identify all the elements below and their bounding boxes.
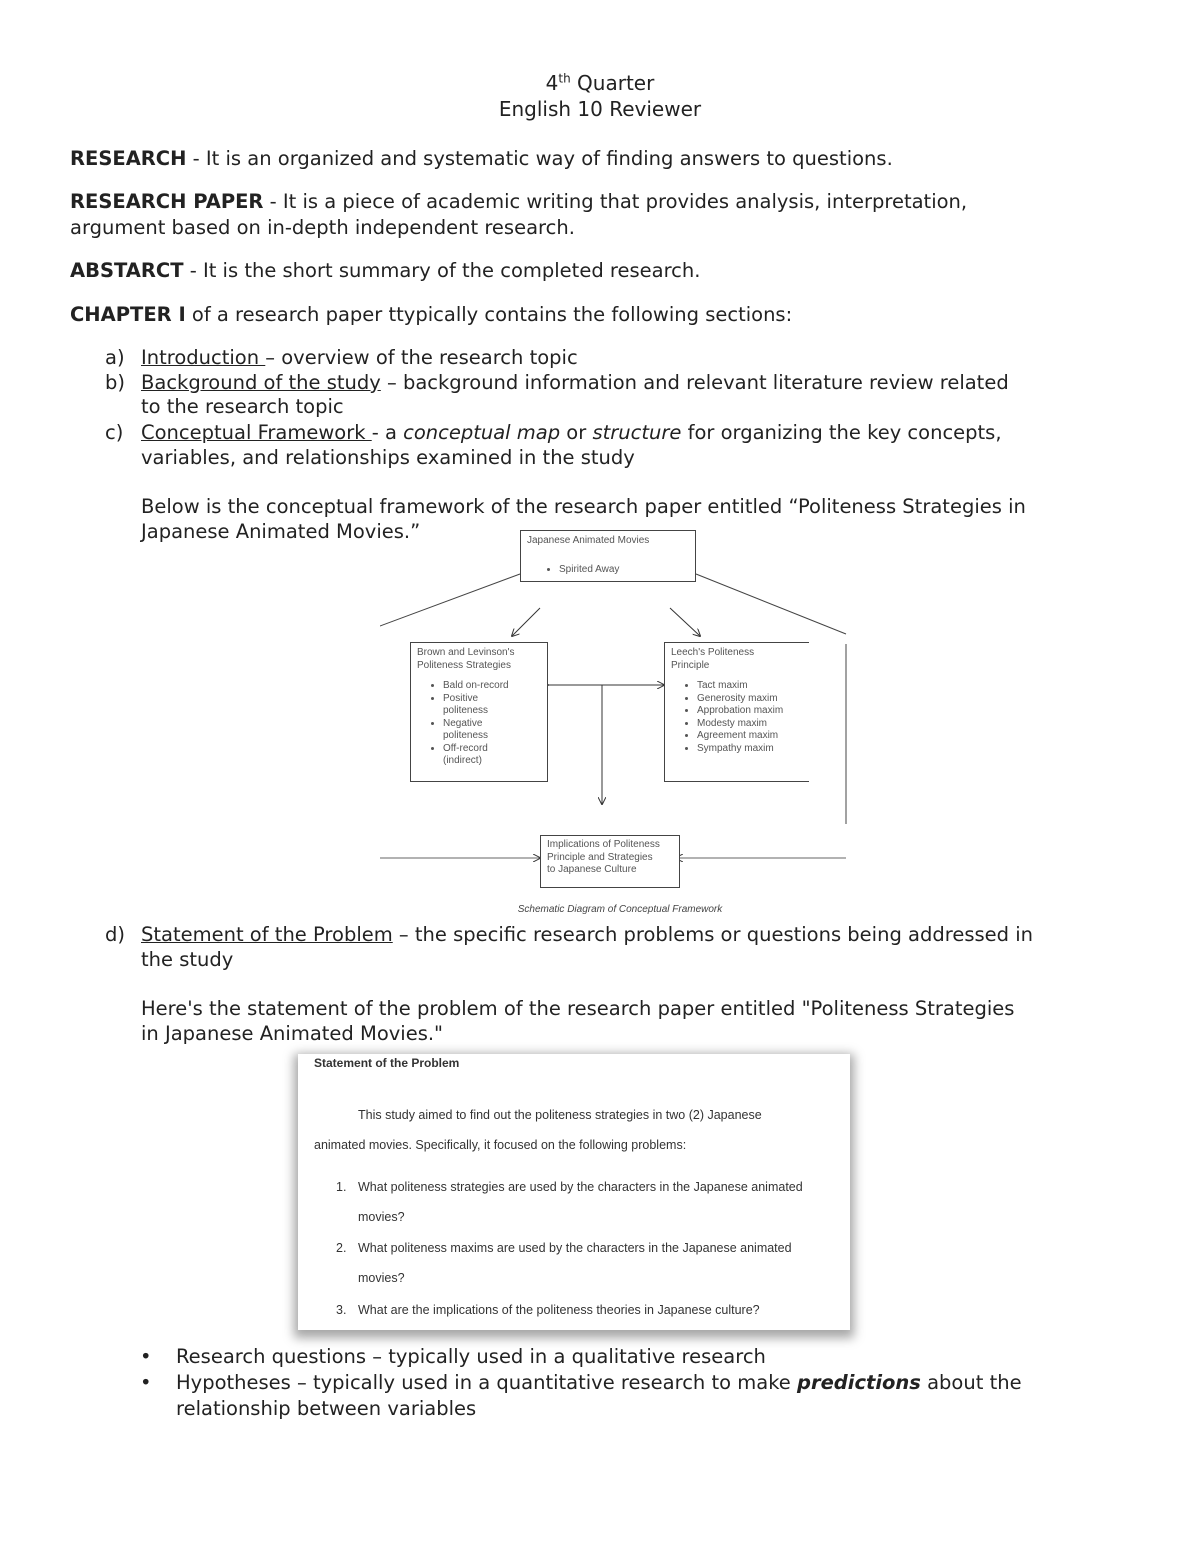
- item-desc: – the specific research problems or questions being addressed in: [392, 923, 1033, 946]
- abstract-term: ABSTARCT: [70, 259, 184, 282]
- question-text-b: movies?: [358, 1210, 405, 1224]
- item-label: b): [105, 371, 125, 394]
- item-desc-mid: or: [560, 421, 593, 444]
- bullet-text-em: predictions: [797, 1371, 921, 1394]
- sop-desc-2: the study: [141, 948, 234, 971]
- question-number: 2.: [336, 1241, 347, 1255]
- item-desc: – background information and relevant literature review related: [380, 371, 1009, 394]
- item-desc-em1: conceptual map: [403, 421, 561, 444]
- implications-line-2: Principle and Strategies: [547, 851, 653, 863]
- frame-line-left-top: [380, 574, 520, 626]
- item-desc-em2: structure: [592, 421, 682, 444]
- quarter-number: 4: [545, 71, 559, 95]
- chapter-term: CHAPTER I: [70, 303, 186, 326]
- leech-item: • Sympathy maxim: [697, 743, 809, 756]
- research-paper-term: RESEARCH PAPER: [70, 190, 264, 213]
- question-text-b: movies?: [358, 1271, 405, 1285]
- item-desc: – overview of the research topic: [265, 346, 578, 369]
- leech-title-2: Principle: [671, 659, 710, 671]
- brown-title-1: Brown and Levinson's: [417, 647, 515, 658]
- question-number: 3.: [336, 1303, 347, 1317]
- leech-item: • Agreement maxim: [697, 730, 809, 743]
- implications-line-3: to Japanese Culture: [547, 864, 637, 875]
- bullet-text: Research questions – typically used in a qualitative research: [176, 1345, 766, 1368]
- brown-item: • Negative politeness: [443, 718, 523, 743]
- conceptual-framework-diagram: [380, 528, 850, 920]
- item-title: Statement of the Problem: [141, 923, 393, 946]
- abstract-definition: [70, 258, 1130, 284]
- movies-title: Japanese Animated Movies: [527, 535, 650, 546]
- movies-item: • Spirited Away: [559, 564, 695, 577]
- sop-intro-1: Here's the statement of the problem of the research paper entitled "Politeness Strategies: [141, 997, 1015, 1020]
- research-paper-def-2: argument based on in-depth independent research.: [70, 216, 575, 239]
- question-text-a: What are the implications of the politeness theories in Japanese culture?: [358, 1303, 760, 1317]
- brown-item: • Bald on-record: [443, 680, 523, 693]
- abstract-def: - It is the short summary of the completed research.: [183, 259, 701, 282]
- research-term: RESEARCH: [70, 147, 187, 170]
- chapter-definition: [70, 302, 1130, 328]
- research-paper-def-1: - It is a piece of academic writing that provides analysis, interpretation,: [263, 190, 968, 213]
- question-number: 1.: [336, 1180, 347, 1194]
- implications-line-1: Implications of Politeness: [547, 839, 660, 850]
- item-label: d): [105, 923, 125, 946]
- question-text-a: What politeness maxims are used by the characters in the Japanese animated: [358, 1241, 792, 1255]
- quarter-word: Quarter: [570, 71, 655, 95]
- research-def: - It is an organized and systematic way of finding answers to questions.: [186, 147, 893, 170]
- item-label: c): [105, 421, 124, 444]
- chapter-def: of a research paper ttypically contains the following sections:: [185, 303, 793, 326]
- diagram-caption: Schematic Diagram of Conceptual Framework: [517, 904, 723, 915]
- research-paper-definition: [70, 189, 1130, 215]
- diagram-box-implications: [540, 835, 680, 888]
- arrow-top-to-left: [512, 608, 540, 636]
- statement-of-problem-figure: [298, 1054, 850, 1330]
- question-text-a: What politeness strategies are used by the characters in the Japanese animated: [358, 1180, 803, 1194]
- diagram-box-movies: [520, 530, 696, 582]
- bullet-dot: •: [140, 1345, 152, 1368]
- item-title: Background of the study: [141, 371, 381, 394]
- leech-item: • Approbation maxim: [697, 705, 809, 718]
- research-definition: [70, 146, 1130, 172]
- item-title: Conceptual Framework: [141, 421, 372, 444]
- sop-paragraph-1: This study aimed to find out the politeness strategies in two (2) Japanese: [358, 1108, 762, 1122]
- sop-heading: Statement of the Problem: [314, 1056, 460, 1070]
- sop-intro-2: in Japanese Animated Movies.": [141, 1022, 444, 1045]
- background-desc-2: to the research topic: [141, 395, 344, 418]
- bullet-dot: •: [140, 1371, 152, 1394]
- item-desc-pre: - a: [371, 421, 404, 444]
- conceptual-desc-2: variables, and relationships examined in the study: [141, 446, 635, 469]
- item-desc-post: for organizing the key concepts,: [681, 421, 1002, 444]
- bullet-text-post: about the: [920, 1371, 1022, 1394]
- diagram-box-leech: [664, 642, 809, 782]
- leech-item: • Generosity maxim: [697, 693, 809, 706]
- diagram-box-brown-levinson: [410, 642, 548, 782]
- leech-title-1: Leech's Politeness: [671, 647, 755, 658]
- page-subtitle: English 10 Reviewer: [498, 97, 702, 121]
- quarter-suffix: th: [558, 71, 571, 86]
- bullet-text-line2: relationship between variables: [176, 1397, 477, 1420]
- leech-item: • Tact maxim: [697, 680, 809, 693]
- bullet-text-pre: Hypotheses – typically used in a quantitative research to make: [176, 1371, 797, 1394]
- sop-paragraph-2: animated movies. Specifically, it focused on the following problems:: [314, 1138, 687, 1152]
- conceptual-intro-1: Below is the conceptual framework of the research paper entitled “Politeness Strategies in: [141, 495, 1026, 518]
- item-label: a): [105, 346, 125, 369]
- brown-title-2: Politeness Strategies: [417, 659, 511, 671]
- page-title: [0, 70, 1200, 96]
- conceptual-intro-2: Japanese Animated Movies.”: [141, 520, 421, 543]
- item-title: Introduction: [141, 346, 266, 369]
- leech-item: • Modesty maxim: [697, 718, 809, 731]
- arrow-top-to-right: [670, 608, 700, 636]
- brown-item: • Off-record (indirect): [443, 743, 523, 768]
- frame-line-right-top: [696, 574, 846, 634]
- brown-item: • Positive politeness: [443, 693, 523, 718]
